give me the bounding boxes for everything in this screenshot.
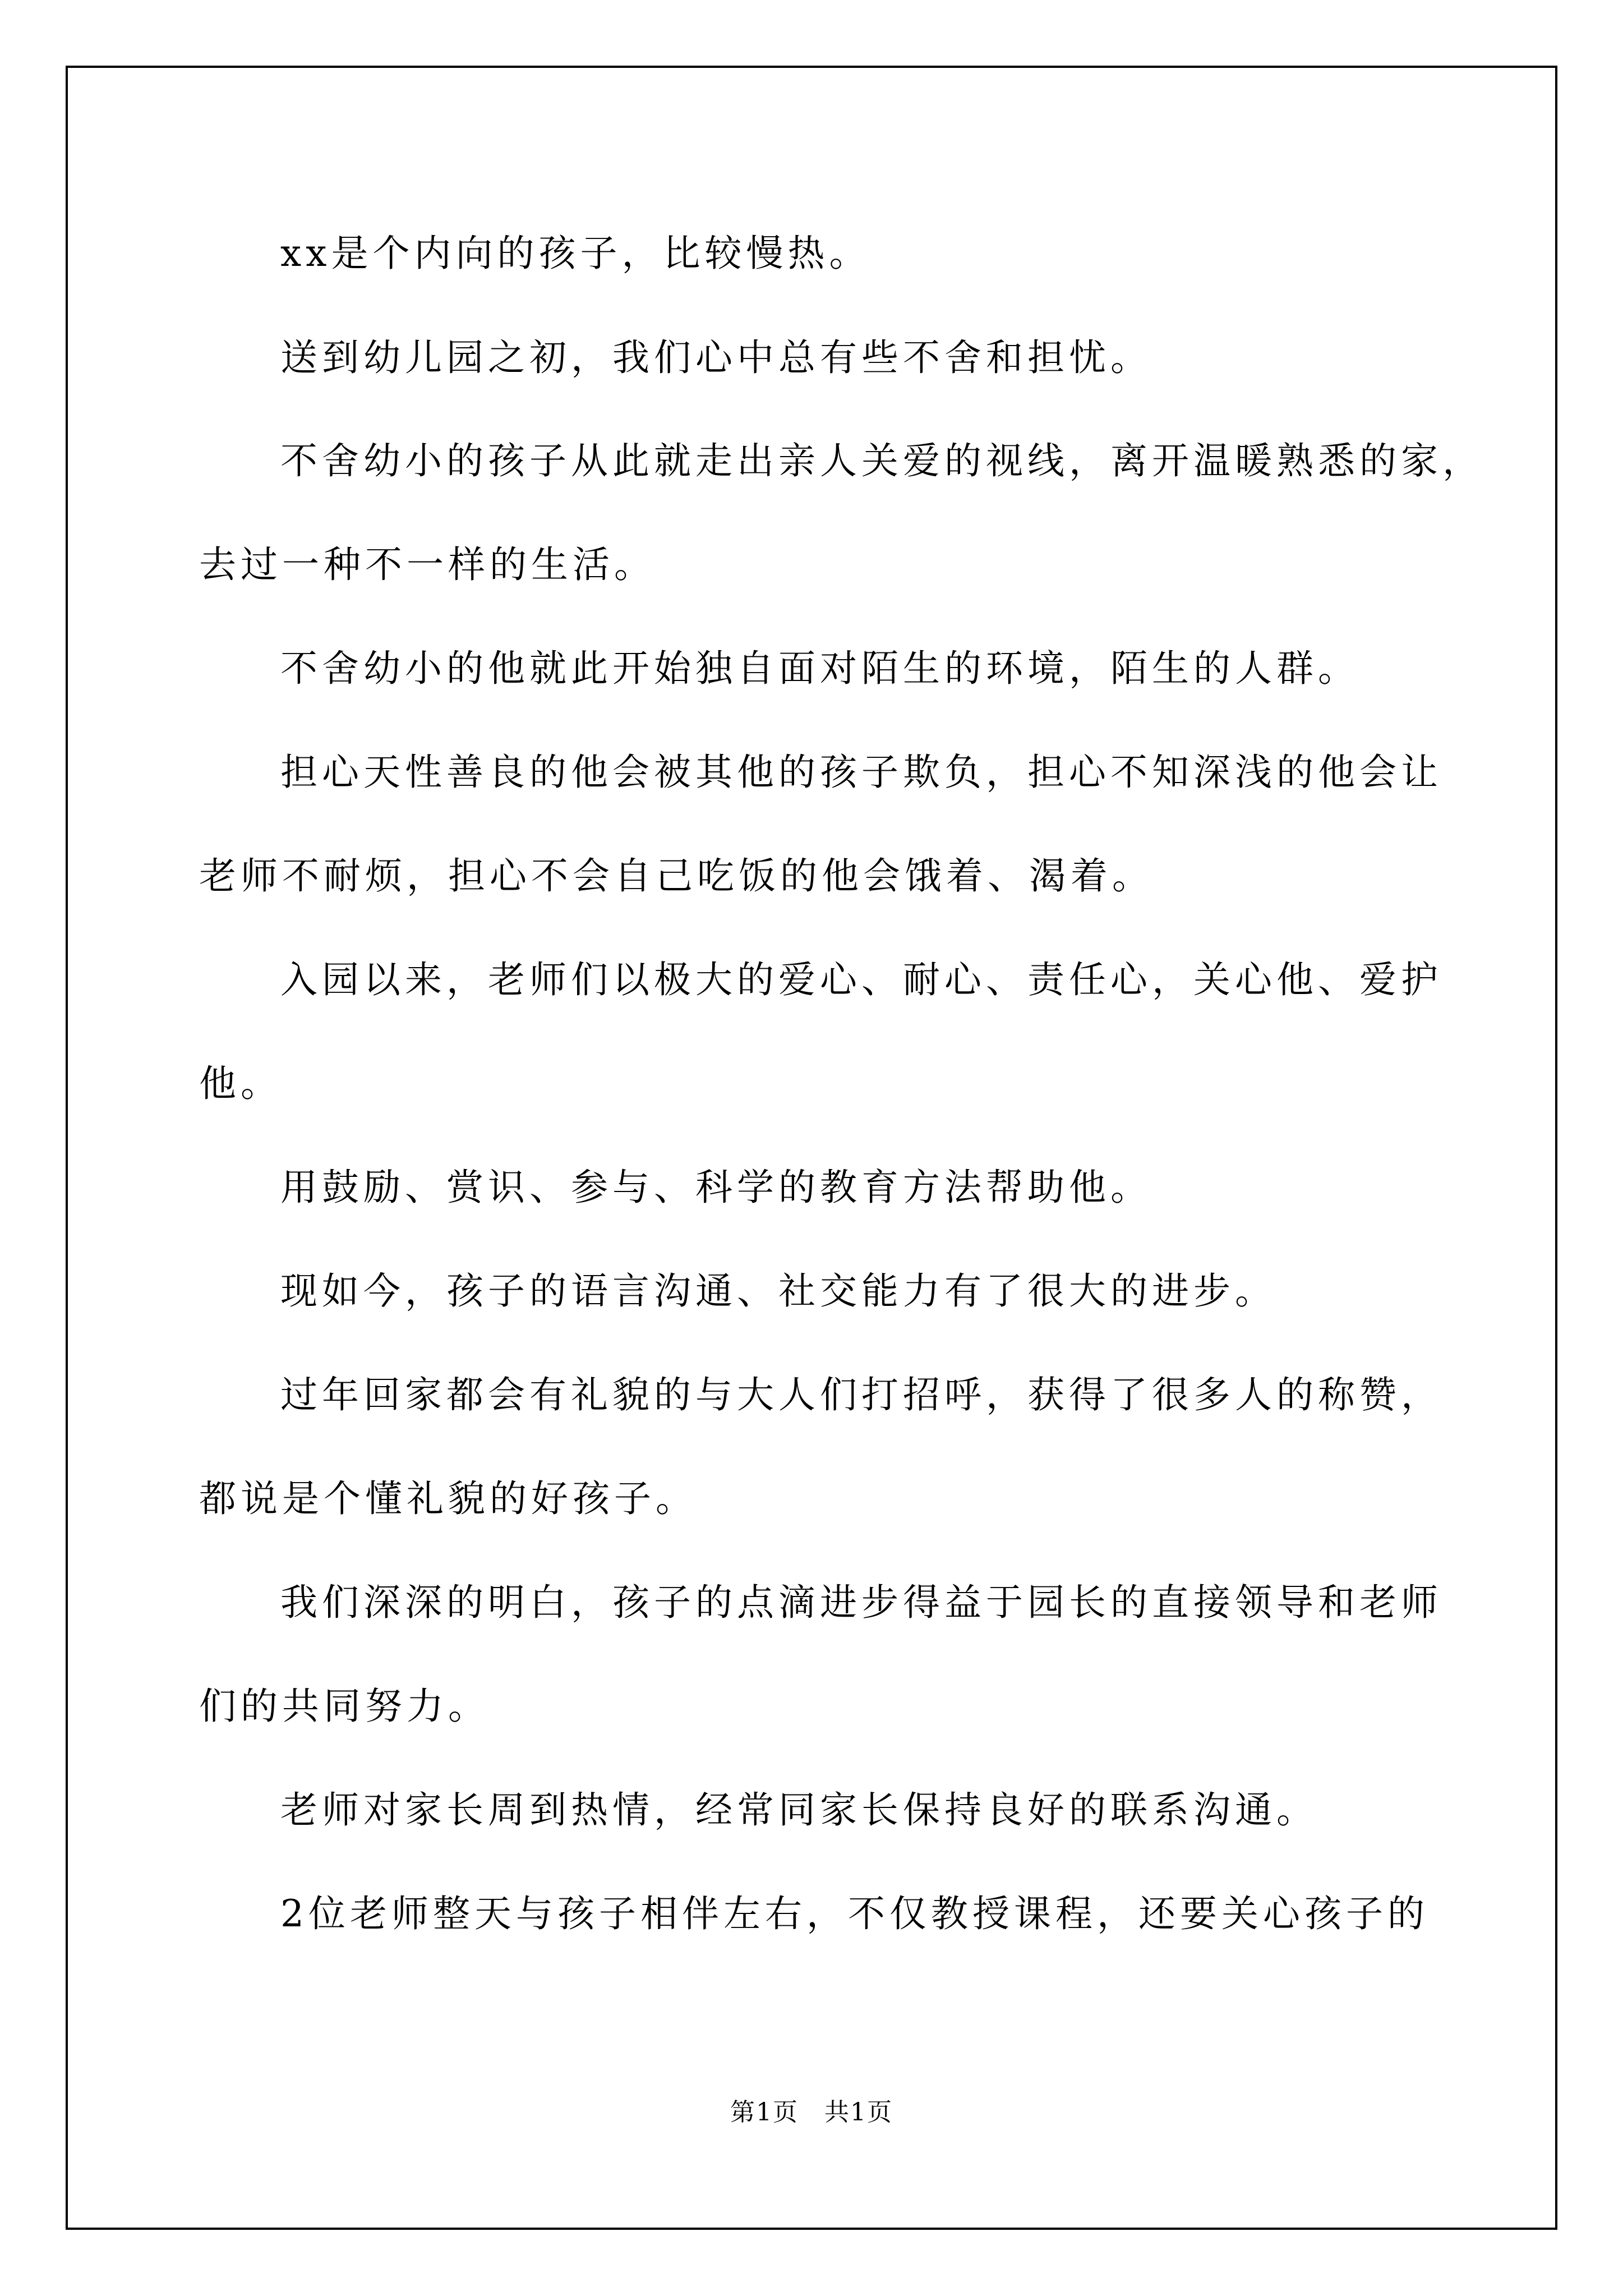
text-line: 现如今，孩子的语言沟通、社交能力有了很大的进步。	[280, 1269, 1276, 1313]
text-line: 入园以来，老师们以极大的爱心、耐心、责任心，关心他、爱护	[280, 958, 1442, 1001]
text-line: 老师对家长周到热情，经常同家长保持良好的联系沟通。	[280, 1788, 1318, 1832]
text-line: 用鼓励、赏识、参与、科学的教育方法帮助他。	[280, 1166, 1152, 1209]
text-line: 不舍幼小的孩子从此就走出亲人关爱的视线，离开温暖熟悉的家，	[280, 439, 1484, 482]
text-line: 去过一种不一样的生活。	[199, 543, 656, 586]
text-line: 2位老师整天与孩子相伴左右，不仅教授课程，还要关心孩子的	[280, 1892, 1429, 1935]
text-line: 我们深深的明白，孩子的点滴进步得益于园长的直接领导和老师	[280, 1581, 1442, 1624]
text-line: 他。	[199, 1062, 282, 1105]
text-line: 都说是个懂礼貌的好孩子。	[199, 1477, 697, 1520]
text-line: 们的共同努力。	[199, 1685, 490, 1728]
text-line: xx是个内向的孩子，比较慢热。	[280, 232, 871, 275]
page-footer: 第1页 共1页	[730, 2098, 893, 2127]
text-line: 过年回家都会有礼貌的与大人们打招呼，获得了很多人的称赞，	[280, 1373, 1442, 1416]
text-line: 送到幼儿园之初，我们心中总有些不舍和担忧。	[280, 336, 1152, 379]
text-line: 不舍幼小的他就此开始独自面对陌生的环境，陌生的人群。	[280, 647, 1359, 690]
text-line: 老师不耐烦，担心不会自己吃饭的他会饿着、渴着。	[199, 854, 1154, 898]
text-line: 担心天性善良的他会被其他的孩子欺负，担心不知深浅的他会让	[280, 751, 1442, 794]
